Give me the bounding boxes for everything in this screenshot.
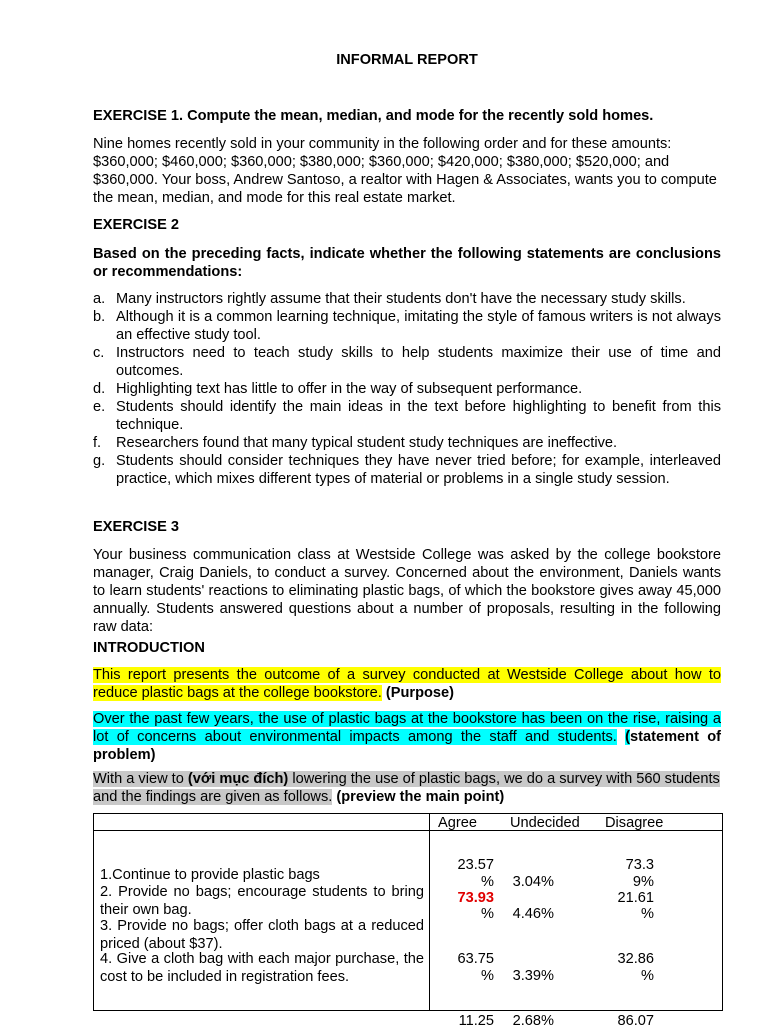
agree-value-4: 11.25 <box>458 1013 494 1029</box>
preview-paragraph <box>93 770 721 806</box>
undecided-value-1: 3.04% <box>512 874 554 890</box>
item-letter: e. <box>93 399 106 415</box>
problem-paragraph <box>93 710 721 764</box>
list-item <box>93 380 721 398</box>
preview-text-a: With a view to <box>93 771 188 787</box>
table-header-row <box>94 814 723 831</box>
agree-unit-1: % <box>481 874 494 890</box>
list-item <box>93 344 721 380</box>
item-letter: a. <box>93 291 106 307</box>
item-text: Highlighting text has little to offer in the way of subsequent performance. <box>116 381 583 397</box>
disagree-value-2: 21.61 <box>617 890 654 906</box>
problem-text: Over the past few years, the use of plastic bags at the bookstore has been on the rise, raising a lot of concerns about environmental impacts among the staff and students. <box>93 711 721 745</box>
exercise-2-heading: EXERCISE 2 <box>93 217 179 233</box>
disagree-unit-1: 9% <box>632 874 654 890</box>
purpose-tag: (Purpose) <box>385 685 454 701</box>
item-text: Students should consider techniques they have never tried before; for example, interleaved practice, which mixes different types of material or problems in a single study session. <box>116 453 721 487</box>
agree-unit-3: % <box>481 968 494 984</box>
disagree-value-1: 73.3 <box>625 857 654 873</box>
report-title: INFORMAL REPORT <box>336 52 478 68</box>
exercise-3-body: Your business communication class at Westside College was asked by the college bookstore manager, Craig Daniels, to conduct a survey. Concerned about the environment, Daniels wants to learn students' reactions to eliminating plastic bags, of which the bookstore gives away 45,000 annually. Students answered questions about a number of proposals, resulting in the following raw data: <box>93 547 721 635</box>
problem-tag: statement of problem) <box>93 729 722 763</box>
list-item <box>93 308 721 344</box>
item-text: Researchers found that many typical student study techniques are ineffective. <box>116 435 618 451</box>
header-undecided: Undecided <box>510 815 580 831</box>
disagree-value-4: 86.07 <box>617 1013 654 1029</box>
disagree-value-3: 32.86 <box>617 951 654 967</box>
list-item <box>93 398 721 434</box>
option-4: 4. Give a cloth bag with each major purchase, the cost to be included in registration fees. <box>100 951 424 985</box>
undecided-value-3: 3.39% <box>512 968 554 984</box>
purpose-text: This report presents the outcome of a survey conducted at Westside College about how to reduce plastic bags at the college bookstore. <box>93 667 721 701</box>
exercise-1-heading: EXERCISE 1. Compute the mean, median, and mode for the recently sold homes. <box>93 108 654 124</box>
introduction-heading: INTRODUCTION <box>93 640 205 656</box>
results-header-cell <box>430 814 723 831</box>
exercise-3-heading: EXERCISE 3 <box>93 519 179 535</box>
disagree-unit-3: % <box>641 968 654 984</box>
preview-text-c: lowering the use of plastic bags, we do a survey with 560 students and the findings are given as follows. <box>93 771 720 805</box>
purpose-paragraph <box>93 666 721 702</box>
agree-value-3: 63.75 <box>457 951 494 967</box>
item-text: Students should identify the main ideas in the text before highlighting to benefit from this technique. <box>116 399 721 433</box>
item-text: Many instructors rightly assume that their students don't have the necessary study skills. <box>116 291 686 307</box>
item-letter: g. <box>93 453 106 469</box>
preview-tag: (preview the main point) <box>336 789 505 805</box>
list-item <box>93 452 721 488</box>
preview-text-b: (với mục đích) <box>187 771 289 787</box>
problem-paren: ( <box>625 729 631 745</box>
statement-list <box>93 290 721 488</box>
item-letter: b. <box>93 309 106 325</box>
options-cell <box>94 831 430 1011</box>
option-2: 2. Provide no bags; encourage students to bring their own bag. <box>100 884 424 918</box>
exercise-2-prompt: Based on the preceding facts, indicate whether the following statements are conclusions or recommendations: <box>93 246 721 280</box>
item-letter: f. <box>93 435 102 451</box>
item-letter: d. <box>93 381 106 397</box>
item-text: Instructors need to teach study skills to help students maximize their use of time and outcomes. <box>116 345 721 379</box>
values-cell <box>430 831 723 1029</box>
item-letter: c. <box>93 345 105 361</box>
exercise-1-body: Nine homes recently sold in your community in the following order and for these amounts: $360,000; $460,000; $360,000; $380,000; $360,000; $420,000; $380,000; $520,000; and $360,000. Your boss, Andrew Santoso, a realtor with Hagen & Associates, wants you to compute the mean, median, and mode for this real estate market. <box>93 136 717 206</box>
header-agree: Agree <box>438 815 477 831</box>
agree-value-2: 73.93 <box>457 890 494 906</box>
header-disagree: Disagree <box>605 815 664 831</box>
undecided-value-4: 2.68% <box>512 1013 554 1029</box>
option-1: 1.Continue to provide plastic bags <box>100 867 320 883</box>
list-item <box>93 434 721 452</box>
table-row <box>94 831 723 1011</box>
disagree-unit-2: % <box>641 906 654 922</box>
empty-header-cell <box>94 814 430 831</box>
agree-value-1: 23.57 <box>457 857 494 873</box>
option-3: 3. Provide no bags; offer cloth bags at a reduced priced (about $37). <box>100 918 424 952</box>
survey-results-table <box>93 813 723 1029</box>
list-item <box>93 290 721 308</box>
agree-unit-2: % <box>481 906 494 922</box>
undecided-value-2: 4.46% <box>512 906 554 922</box>
item-text: Although it is a common learning technique, imitating the style of famous writers is not always an effective study tool. <box>116 309 721 343</box>
